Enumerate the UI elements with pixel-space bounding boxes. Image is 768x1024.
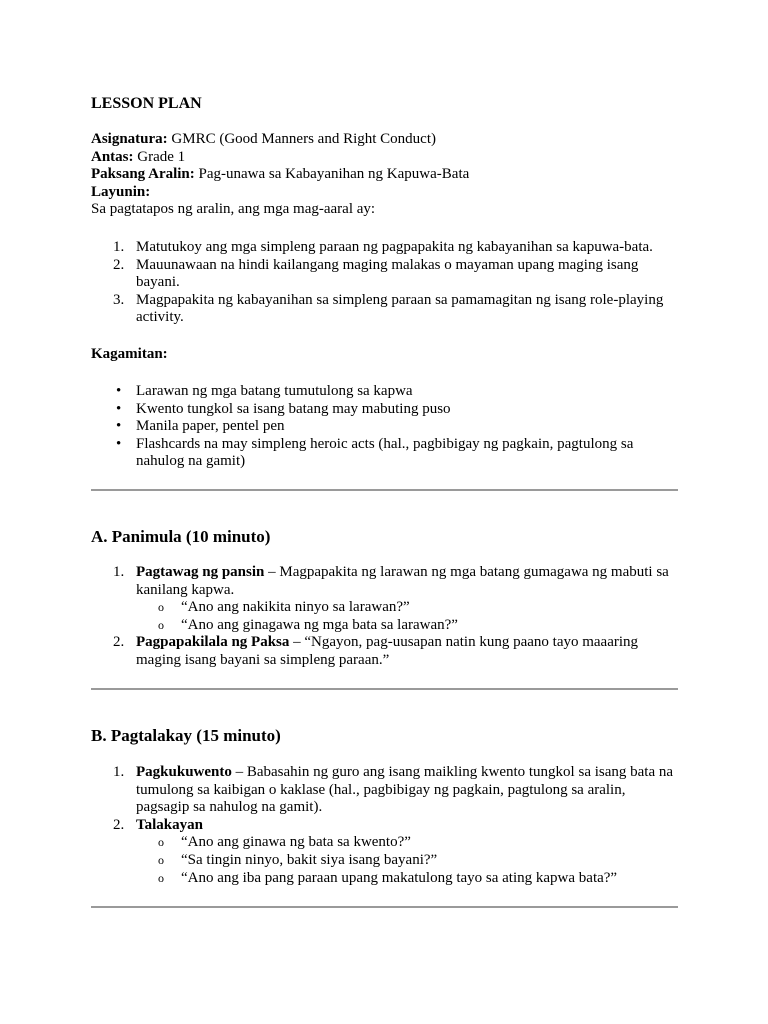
paksa-label: Paksang Aralin: <box>91 166 195 183</box>
section-b-heading: B. Pagtalakay (15 minuto) <box>91 726 281 745</box>
material-text: Kwento tungkol sa isang batang may mabuting puso <box>136 400 451 417</box>
circle-bullet-icon: o <box>158 600 164 615</box>
section-divider <box>91 489 678 491</box>
question-text: “Sa tingin ninyo, bakit siya isang bayani?” <box>181 851 438 868</box>
list-number: 1. <box>113 239 125 255</box>
bullet-icon: • <box>116 435 122 452</box>
question-text: “Ano ang nakikita ninyo sa larawan?” <box>181 599 410 616</box>
question-text: “Ano ang iba pang paraan upang makatulong tayo sa ating kapwa bata?” <box>181 869 618 886</box>
circle-bullet-icon: o <box>158 617 164 632</box>
material-text: Flashcards na may simpleng heroic acts (hal., pagbibigay ng pagkain, pagtulong sa nahulog na gamit) <box>136 435 634 470</box>
bullet-icon: • <box>116 418 122 435</box>
section-a-list <box>91 564 678 670</box>
list-number: 2. <box>113 256 125 273</box>
item-bold-label: Pagtawag ng pansin <box>136 564 265 580</box>
list-number: 3. <box>113 291 125 308</box>
list-item <box>91 383 678 401</box>
list-item <box>91 436 678 471</box>
item-bold-label: Pagkukuwento <box>136 764 232 780</box>
sub-list <box>136 834 678 887</box>
sub-list <box>136 599 678 634</box>
objective-text: Mauunawaan na hindi kailangang maging malakas o mayaman upang maging isang bayani. <box>136 256 639 291</box>
bullet-icon: • <box>116 383 122 399</box>
item-text: – Magpapakita ng larawan ng mga batang gumagawa ng mabuti sa kanilang kapwa. <box>136 564 669 598</box>
list-item <box>91 401 678 419</box>
item-text: – “Ngayon, pag-uusapan natin kung paano tayo maaaring maging isang bayani sa simpleng paraan.” <box>136 634 639 668</box>
kagamitan-heading: Kagamitan: <box>91 346 168 362</box>
sub-list-item <box>136 852 678 870</box>
layunin-label: Layunin: <box>91 183 151 200</box>
question-text: “Ano ang ginawa ng bata sa kwento?” <box>181 834 411 851</box>
antas-line <box>91 149 678 167</box>
list-item <box>91 634 678 669</box>
paksa-value: Pag-unawa sa Kabayanihan ng Kapuwa-Bata <box>194 166 470 183</box>
document-title: LESSON PLAN <box>91 95 202 112</box>
asignatura-label: Asignatura: <box>91 131 168 147</box>
sub-list-item <box>136 834 678 852</box>
circle-bullet-icon: o <box>158 835 164 850</box>
list-number: 1. <box>113 564 125 580</box>
antas-label: Antas: <box>91 148 134 165</box>
sub-list-item <box>136 870 678 888</box>
list-item <box>91 292 678 327</box>
question-text: “Ano ang ginagawa ng mga bata sa larawan?” <box>181 616 458 633</box>
lesson-meta <box>91 131 678 219</box>
antas-value: Grade 1 <box>133 148 186 165</box>
section-a-heading: A. Panimula (10 minuto) <box>91 527 271 546</box>
circle-bullet-icon: o <box>158 870 164 885</box>
list-item <box>91 564 678 634</box>
materials-list <box>91 383 678 471</box>
circle-bullet-icon: o <box>158 852 164 867</box>
list-item <box>91 764 678 817</box>
item-bold-label: Talakayan <box>136 816 203 833</box>
list-item <box>91 817 678 887</box>
objective-text: Magpapakita ng kabayanihan sa simpleng paraan sa pamamagitan ng isang role-playing activity. <box>136 291 664 326</box>
material-text: Manila paper, pentel pen <box>136 418 285 435</box>
section-divider <box>91 688 678 690</box>
bullet-icon: • <box>116 400 122 417</box>
list-item <box>91 418 678 436</box>
list-number: 2. <box>113 816 125 833</box>
item-text: – Babasahin ng guro ang isang maikling kwento tungkol sa isang bata na tumulong sa kaibigan o kaklase (hal., pagbibigay ng pagkain, pagtulong sa aralin, pagsagip sa nahulog na gamit). <box>136 764 674 816</box>
section-b-list <box>91 764 678 887</box>
list-item <box>91 257 678 292</box>
list-number: 1. <box>113 764 125 780</box>
layunin-line <box>91 184 678 202</box>
paksa-line <box>91 166 678 184</box>
list-number: 2. <box>113 634 125 651</box>
section-divider <box>91 906 678 908</box>
material-text: Larawan ng mga batang tumutulong sa kapwa <box>136 383 413 399</box>
asignatura-line <box>91 131 678 149</box>
objective-text: Matutukoy ang mga simpleng paraan ng pagpapakita ng kabayanihan sa kapuwa-bata. <box>136 239 653 255</box>
item-bold-label: Pagpapakilala ng Paksa <box>136 634 290 651</box>
objectives-list <box>91 239 678 327</box>
sub-list-item <box>136 599 678 617</box>
list-item <box>91 239 678 257</box>
sub-list-item <box>136 617 678 635</box>
objectives-intro: Sa pagtatapos ng aralin, ang mga mag-aaral ay: <box>91 201 376 218</box>
asignatura-value: GMRC (Good Manners and Right Conduct) <box>167 131 436 147</box>
